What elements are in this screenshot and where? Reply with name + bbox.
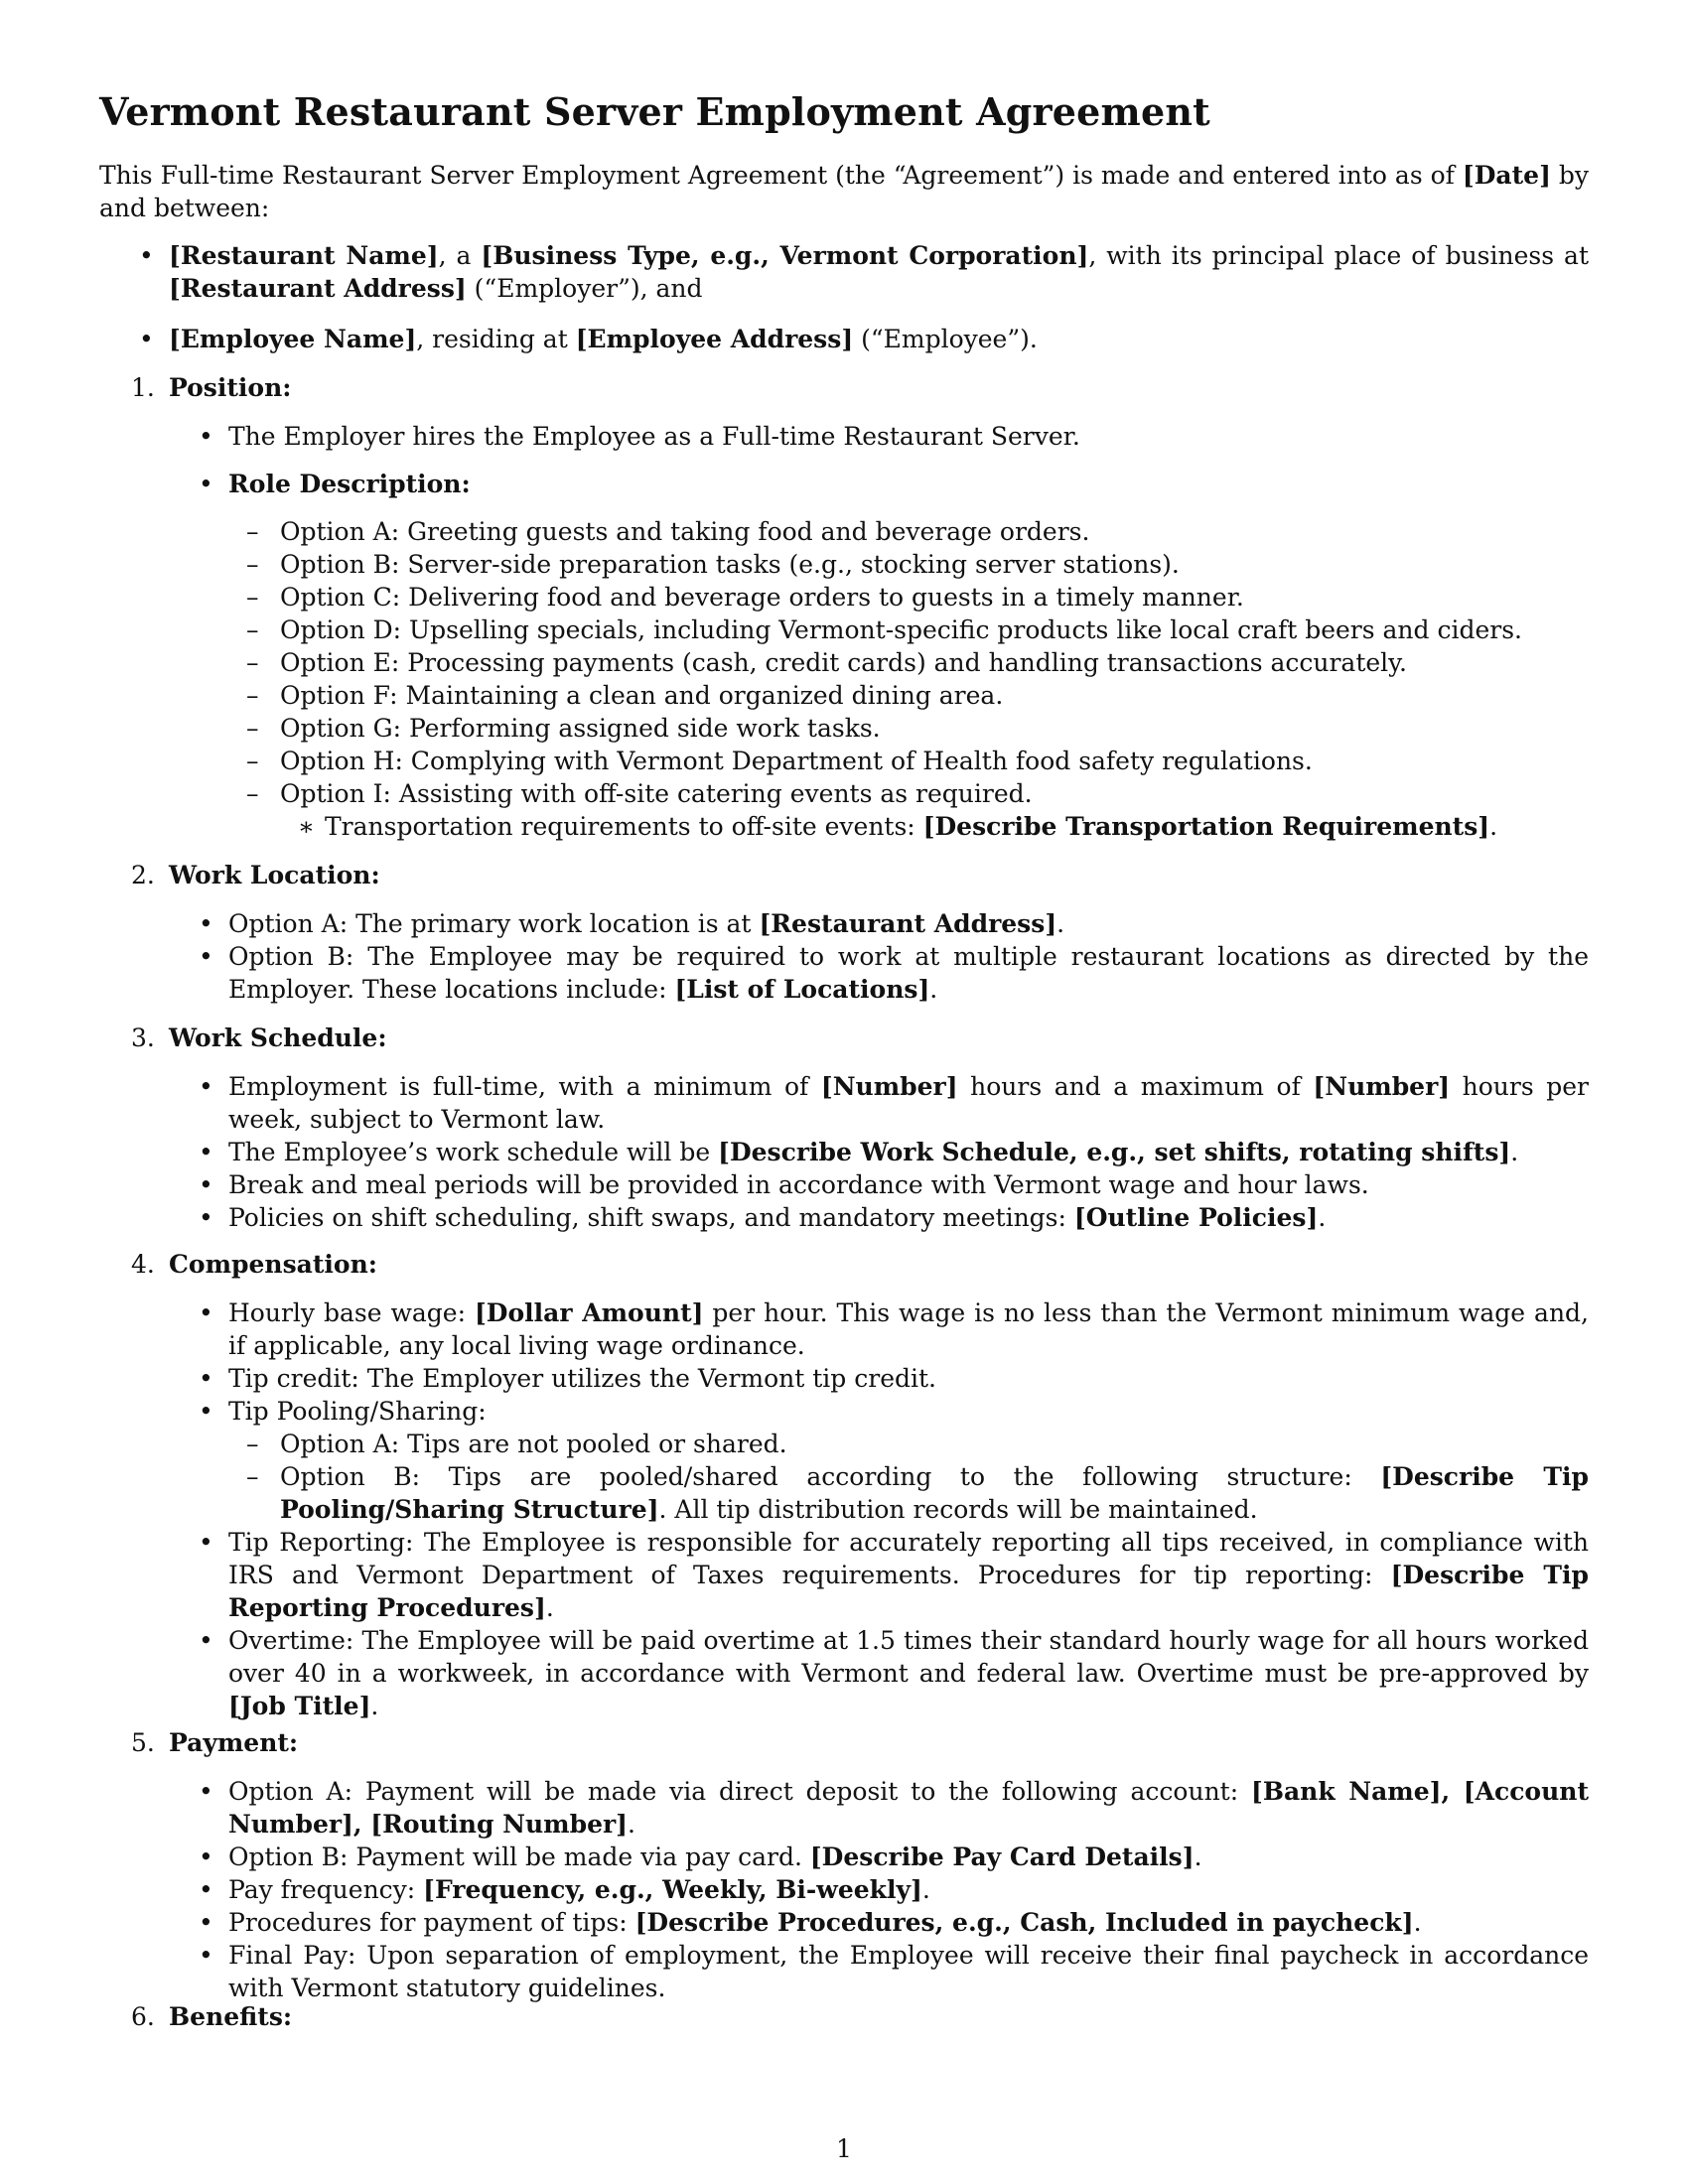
- pooling-option: – Option A: Tips are not pooled or shared.: [228, 1428, 1589, 1460]
- text: .: [1413, 1908, 1422, 1937]
- section-compensation: [99, 1248, 1589, 1722]
- text: . All tip distribution records will be maintained.: [658, 1495, 1258, 1524]
- transport-list: [280, 810, 1589, 843]
- number-placeholder: [Number]: [1313, 1072, 1451, 1101]
- list-item: • The Employer hires the Employee as a Full-time Restaurant Server.: [99, 420, 1589, 453]
- section-position: [99, 371, 1589, 843]
- list-item: [99, 940, 1589, 1006]
- section-title: Payment:: [169, 1728, 299, 1757]
- number-placeholder: [Number]: [820, 1072, 958, 1101]
- employee-address-placeholder: [Employee Address]: [575, 325, 854, 353]
- list-item: [99, 1395, 1589, 1526]
- section-heading: [99, 1726, 1589, 1759]
- role-description-heading: Role Description:: [228, 470, 471, 498]
- text: Hourly base wage:: [228, 1298, 475, 1327]
- section-heading: [99, 371, 1589, 404]
- section-heading: [99, 1022, 1589, 1054]
- transport-item: [280, 810, 1589, 843]
- business-type-placeholder: [Business Type, e.g., Vermont Corporation]: [481, 241, 1089, 270]
- section-benefits: [99, 2000, 1589, 2033]
- text: .: [921, 1875, 930, 1904]
- text: per hour. This wage is no less than the Vermont minimum wage and, if applicable, any local living wage ordinance.: [228, 1298, 1590, 1360]
- role-option-text: Option I: Assisting with off-site catering events as required.: [280, 779, 1033, 808]
- frequency-placeholder: [Frequency, e.g., Weekly, Bi-weekly]: [423, 1875, 922, 1904]
- role-option: [228, 777, 1589, 843]
- section-title: Work Location:: [169, 861, 380, 889]
- tip-pooling-heading: Tip Pooling/Sharing:: [228, 1397, 487, 1426]
- list-item: [99, 1906, 1589, 1939]
- text: .: [929, 975, 938, 1004]
- text: Transportation requirements to off-site events:: [325, 812, 923, 841]
- location-list: [99, 907, 1589, 1006]
- text: (“Employee”).: [853, 325, 1038, 353]
- text: Tip Reporting: The Employee is responsible for accurately reporting all tips received, in compliance with IRS and Vermont Department of Taxes requirements. Procedures for tip reporting:: [228, 1528, 1589, 1589]
- text: , residing at: [416, 325, 576, 353]
- list-item: [99, 1201, 1589, 1234]
- position-list: [99, 420, 1589, 843]
- list-item: [99, 1841, 1589, 1873]
- pooling-structure-placeholder: [Describe Tip Pooling/Sharing Structure]: [280, 1462, 1589, 1524]
- document-page: [99, 0, 1589, 2184]
- text: .: [1510, 1138, 1519, 1166]
- list-item: [99, 1775, 1589, 1841]
- list-item: • Final Pay: Upon separation of employment, the Employee will receive their final paycheck in accordance with Vermont statutory guidelines.: [99, 1939, 1589, 2004]
- list-item: [99, 1873, 1589, 1906]
- list-item: • Break and meal periods will be provided in accordance with Vermont wage and hour laws.: [99, 1168, 1589, 1201]
- section-heading: [99, 859, 1589, 891]
- text: (“Employer”), and: [466, 274, 703, 303]
- text: The Employee’s work schedule will be: [228, 1138, 719, 1166]
- section-number: 1.: [131, 373, 155, 402]
- section-number: 6.: [131, 2002, 155, 2031]
- role-options-list: [228, 515, 1589, 843]
- section-title: Compensation:: [169, 1250, 377, 1279]
- intro-text: This Full-time Restaurant Server Employment Agreement (the “Agreement”) is made and entered into as of: [99, 161, 1463, 190]
- role-option: – Option G: Performing assigned side work tasks.: [228, 712, 1589, 745]
- text: hours and a maximum of: [957, 1072, 1314, 1101]
- party-employer: [99, 239, 1589, 305]
- section-payment: [99, 1726, 1589, 2004]
- payment-list: [99, 1775, 1589, 2004]
- list-item: [99, 1136, 1589, 1168]
- section-number: 2.: [131, 861, 155, 889]
- section-work-location: [99, 859, 1589, 1006]
- date-placeholder: [Date]: [1462, 161, 1551, 190]
- section-number: 5.: [131, 1728, 155, 1757]
- section-heading: [99, 1248, 1589, 1281]
- parties-list: [99, 239, 1589, 373]
- text: Procedures for payment of tips:: [228, 1908, 635, 1937]
- text: .: [1056, 909, 1065, 938]
- page-number: 1: [836, 2134, 852, 2163]
- text: , a: [438, 241, 482, 270]
- restaurant-address-placeholder: [Restaurant Address]: [169, 274, 467, 303]
- intro-text: by and between:: [99, 161, 1590, 222]
- section-title: Work Schedule:: [169, 1024, 387, 1052]
- tip-pooling-options: [228, 1428, 1589, 1526]
- section-work-schedule: [99, 1022, 1589, 1234]
- text: .: [545, 1593, 554, 1622]
- role-option: – Option A: Greeting guests and taking food and beverage orders.: [228, 515, 1589, 548]
- job-title-placeholder: [Job Title]: [228, 1692, 371, 1720]
- schedule-placeholder: [Describe Work Schedule, e.g., set shifts, rotating shifts]: [718, 1138, 1511, 1166]
- pay-card-placeholder: [Describe Pay Card Details]: [809, 1843, 1195, 1871]
- text: Employment is full-time, with a minimum of: [228, 1072, 821, 1101]
- text: hours per week, subject to Vermont law.: [228, 1072, 1589, 1134]
- role-option: – Option D: Upselling specials, including Vermont-specific products like local craft beers and ciders.: [228, 614, 1589, 646]
- text: Option A: The primary work location is at: [228, 909, 760, 938]
- section-title: Benefits:: [169, 2002, 293, 2031]
- locations-placeholder: [List of Locations]: [674, 975, 930, 1004]
- intro-paragraph: [99, 159, 1589, 224]
- list-item: • Tip credit: The Employer utilizes the Vermont tip credit.: [99, 1362, 1589, 1395]
- text: .: [370, 1692, 379, 1720]
- text: Overtime: The Employee will be paid overtime at 1.5 times their standard hourly wage for all hours worked over 40 in a workweek, in accordance with Vermont and federal law. Overtime must be pre-approved by: [228, 1626, 1589, 1688]
- text: .: [628, 1810, 635, 1839]
- role-option: – Option C: Delivering food and beverage orders to guests in a timely manner.: [228, 581, 1589, 614]
- dollar-amount-placeholder: [Dollar Amount]: [474, 1298, 704, 1327]
- role-option: – Option B: Server-side preparation tasks (e.g., stocking server stations).: [228, 548, 1589, 581]
- text: Option B: Tips are pooled/shared according to the following structure:: [280, 1462, 1381, 1491]
- transport-placeholder: [Describe Transportation Requirements]: [922, 812, 1490, 841]
- tip-reporting-placeholder: [Describe Tip Reporting Procedures]: [228, 1561, 1589, 1622]
- section-heading: [99, 2000, 1589, 2033]
- pooling-option: [228, 1460, 1589, 1526]
- section-title: Position:: [169, 373, 292, 402]
- tip-procedures-placeholder: [Describe Procedures, e.g., Cash, Included in paycheck]: [634, 1908, 1414, 1937]
- employee-name-placeholder: [Employee Name]: [169, 325, 417, 353]
- text: .: [1318, 1203, 1327, 1232]
- restaurant-address-placeholder: [Restaurant Address]: [759, 909, 1057, 938]
- restaurant-name-placeholder: [Restaurant Name]: [169, 241, 439, 270]
- policies-placeholder: [Outline Policies]: [1073, 1203, 1319, 1232]
- text: , with its principal place of business at: [1088, 241, 1590, 270]
- section-number: 4.: [131, 1250, 155, 1279]
- text: Option B: Payment will be made via pay card.: [228, 1843, 810, 1871]
- list-item: [99, 907, 1589, 940]
- text: Policies on shift scheduling, shift swaps, and mandatory meetings:: [228, 1203, 1074, 1232]
- list-item: [99, 1070, 1589, 1136]
- role-option: – Option H: Complying with Vermont Department of Health food safety regulations.: [228, 745, 1589, 777]
- list-item: [99, 468, 1589, 843]
- list-item: [99, 1297, 1589, 1362]
- schedule-list: [99, 1070, 1589, 1234]
- role-option: – Option E: Processing payments (cash, credit cards) and handling transactions accurately.: [228, 646, 1589, 679]
- text: .: [1194, 1843, 1202, 1871]
- document-title: Vermont Restaurant Server Employment Agreement: [99, 89, 1210, 134]
- text: Option B: The Employee may be required to work at multiple restaurant locations as directed by the Employer. These locations include:: [228, 942, 1589, 1004]
- section-number: 3.: [131, 1024, 155, 1052]
- role-option: – Option F: Maintaining a clean and organized dining area.: [228, 679, 1589, 712]
- bank-details-placeholder: [Bank Name], [Account Number], [Routing Number]: [228, 1777, 1589, 1839]
- party-employee: [99, 323, 1589, 355]
- text: .: [1489, 812, 1498, 841]
- compensation-list: [99, 1297, 1589, 1722]
- list-item: [99, 1624, 1589, 1722]
- list-item: [99, 1526, 1589, 1624]
- text: Pay frequency:: [228, 1875, 424, 1904]
- text: Option A: Payment will be made via direct deposit to the following account:: [228, 1777, 1251, 1806]
